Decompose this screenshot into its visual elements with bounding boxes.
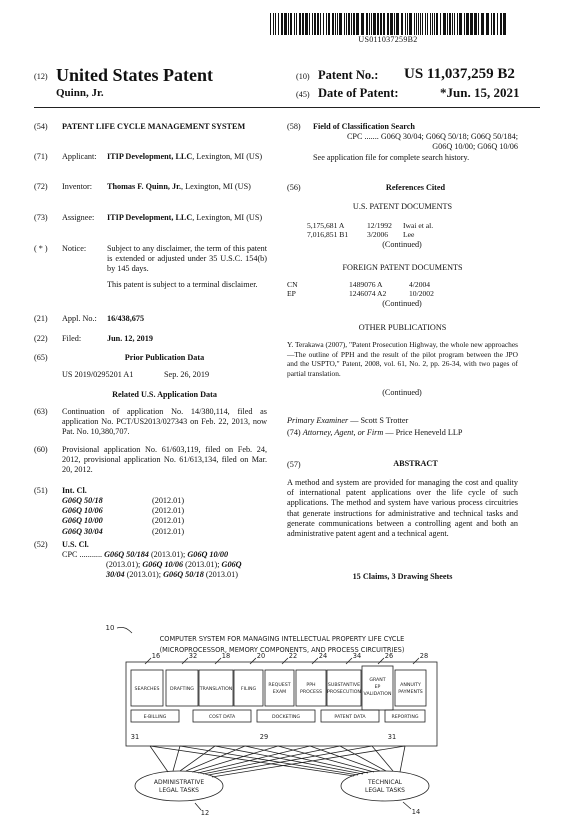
attorney: [287, 428, 462, 438]
intcl-version: (2012.01): [152, 516, 185, 526]
barcode-bar: [366, 13, 368, 35]
header-rule: [34, 107, 540, 108]
barcode-bar: [380, 13, 382, 35]
cpc-class: G06Q 50/184: [104, 550, 149, 559]
barcode-bar: [346, 13, 347, 35]
abstract-text: A method and system are provided for managing the cost and quality of international patent applications over the life cycle of such applications. The method and system have various process circuitries that generate instructions for administrative and technical tasks and generate communications between a controlling agent and both an administrative patent agent and a technical agent.: [287, 478, 518, 539]
admin-ellipse: [135, 771, 223, 801]
barcode: [270, 13, 506, 35]
cpc-version: (2013.01);: [148, 550, 188, 559]
intcl-list: [62, 496, 262, 537]
barcode-bar: [390, 13, 393, 35]
ref-29: 29: [259, 733, 269, 741]
intcl-class: G06Q 10/06: [62, 506, 103, 516]
foreign-doc-country: EP: [287, 289, 296, 298]
other-pubs-heading: OTHER PUBLICATIONS: [358, 323, 447, 332]
barcode-bar: [481, 13, 484, 35]
cpc-class: G06Q 50/18: [163, 570, 204, 580]
foreign-doc-number: 1489076 A: [349, 280, 383, 289]
barcode-bar: [344, 13, 345, 35]
us-docs-list: [307, 221, 433, 239]
tech-ellipse: [341, 771, 429, 801]
figure-title-line-2: (MICROPROCESSOR, MEMORY COMPONENTS, AND PROCESS CIRCUITRIES): [159, 646, 405, 654]
barcode-bar: [497, 13, 498, 35]
barcode-bar: [427, 13, 428, 35]
intcl-version: (2012.01): [152, 506, 185, 516]
barcode-bar: [474, 13, 477, 35]
barcode-bar: [299, 13, 301, 35]
barcode-bar: [454, 13, 455, 35]
module-label-pph: PPH: [306, 683, 316, 688]
us-doc-number: 5,175,681 A: [307, 221, 345, 230]
module-label-grant: GRANT: [369, 678, 386, 683]
barcode-bar: [278, 13, 279, 35]
uscl-line-3: [62, 570, 272, 580]
claims-summary: 15 Claims, 3 Drawing Sheets: [352, 572, 453, 581]
us-doc-row: [307, 230, 433, 239]
patent-no-label: Patent No.:: [318, 68, 379, 82]
barcode-bar: [420, 13, 421, 35]
header-code-12: (12): [34, 72, 48, 81]
us-doc-date: 12/1992: [367, 221, 392, 230]
cpc-class: 30/04: [106, 570, 125, 580]
uscl-line-2: [62, 560, 272, 570]
barcode-bar: [503, 13, 506, 35]
barcode-bar: [418, 13, 419, 35]
foreign-doc-number: 1246074 A2: [349, 289, 387, 298]
prior-code: (65): [34, 353, 48, 362]
examiner-label: Primary Examiner: [287, 416, 349, 425]
module-label-process: PROCESS: [300, 690, 322, 695]
barcode-bar: [356, 13, 359, 35]
inventor-label: Inventor:: [62, 182, 93, 191]
assignee-code: (73): [34, 213, 48, 222]
cpc-version: (2013.01): [203, 570, 238, 580]
barcode-bar: [312, 13, 313, 35]
ref-31-left: 31: [130, 733, 140, 741]
barcode-number: US011037259B2: [358, 35, 418, 44]
module-ref: 26: [384, 652, 394, 660]
barcode-bar: [422, 13, 423, 35]
module-box-request-exam: [265, 670, 294, 706]
barcode-bar: [405, 13, 406, 35]
barcode-bar: [443, 13, 446, 35]
prior-date: Sep. 26, 2019: [164, 370, 210, 379]
refs-code: (56): [287, 183, 301, 192]
barcode-bar: [447, 13, 448, 35]
figure-title-line-1: COMPUTER SYSTEM FOR MANAGING INTELLECTUAL PROPERTY LIFE CYCLE: [159, 635, 405, 643]
intcl-code: (51): [34, 486, 48, 495]
us-doc-number: 7,016,851 B1: [307, 230, 349, 239]
barcode-bar: [466, 13, 469, 35]
module-label-prosecution: PROSECUTION: [327, 690, 361, 695]
intcl-version: (2012.01): [152, 496, 185, 505]
barcode-bar: [337, 13, 338, 35]
continuation-text: Continuation of application No. 14/380,114, filed as application No. PCT/US2013/027343 on Feb. 22, 2013, now Pat. No. 10,380,707.: [62, 407, 267, 437]
barcode-bar: [464, 13, 465, 35]
field-see: See application file for complete search history.: [313, 153, 470, 162]
intcl-version: (2012.01): [152, 526, 185, 536]
field-heading: Field of Classification Search: [313, 122, 415, 131]
cpc-dots: ...........: [79, 550, 103, 559]
foreign-doc-date: 10/2002: [409, 289, 434, 298]
barcode-bar: [394, 13, 395, 35]
barcode-bar: [493, 13, 495, 35]
assignee-value: [107, 213, 267, 223]
abstract-heading: ABSTRACT: [393, 459, 438, 468]
assignee-location: , Lexington, MI (US): [192, 213, 263, 222]
intcl-label: Int. Cl.: [62, 486, 87, 495]
inventor-short: Quinn, Jr.: [56, 87, 104, 99]
bar-label-patent-data: PATENT DATA: [334, 715, 366, 720]
prior-publication: US 2019/0295201 A1: [62, 370, 134, 379]
module-label-translation: TRANSLATION: [199, 687, 233, 692]
us-doc-name: Lee: [403, 230, 415, 239]
barcode-bar: [416, 13, 417, 35]
bar-label-reporting: REPORTING: [391, 715, 419, 720]
barcode-bar: [407, 13, 408, 35]
module-label-substantive: SUBSTANTIVE: [327, 683, 361, 688]
applicant-code: (71): [34, 152, 48, 161]
barcode-bar: [432, 13, 433, 35]
ref-14: 14: [411, 808, 421, 816]
appl-number: 16/438,675: [107, 314, 145, 323]
barcode-bar: [414, 13, 415, 35]
barcode-bar: [296, 13, 297, 35]
barcode-bar: [373, 13, 376, 35]
module-label-searches: SEARCHES: [134, 687, 160, 692]
filed-label: Filed:: [62, 334, 82, 343]
field-cpc: CPC ....... G06Q 30/04; G06Q 50/18; G06Q 50/184;: [346, 132, 518, 141]
barcode-bar: [288, 13, 289, 35]
us-docs-continued: (Continued): [382, 240, 422, 249]
barcode-bar: [500, 13, 502, 35]
module-label-drafting: DRAFTING: [170, 687, 194, 692]
barcode-bar: [371, 13, 372, 35]
ref-10-leader: [117, 627, 132, 633]
module-ref: 28: [419, 652, 429, 660]
barcode-bar: [430, 13, 431, 35]
us-doc-date: 3/2006: [367, 230, 389, 239]
barcode-bar: [470, 13, 473, 35]
module-ref: 34: [352, 652, 362, 660]
barcode-bar: [326, 13, 327, 35]
related-heading: Related U.S. Application Data: [112, 390, 217, 399]
continuation-code: (63): [34, 407, 48, 416]
module-label-exam: EXAM: [272, 690, 287, 695]
ref-10: 10: [105, 624, 115, 632]
us-docs-heading: U.S. PATENT DOCUMENTS: [352, 202, 453, 211]
barcode-bar: [314, 13, 316, 35]
applicant-name: ITIP Development, LLC: [107, 152, 193, 161]
patent-number: US 11,037,259 B2: [404, 66, 515, 82]
primary-examiner: [287, 416, 408, 426]
us-doc-row: [307, 221, 433, 230]
other-pubs-text: Y. Terakawa (2007), "Patent Prosecution Highway, the whole new approaches—The outline of PPH and the result of the pilot program between the JPO and the USPTO," Patent, 2008, vol. 61, No. 2, pp. 26-34, with two pages of partial translation.: [287, 340, 518, 378]
barcode-bar: [377, 13, 379, 35]
examiner-name: — Scott S Trotter: [348, 416, 409, 425]
intcl-class: G06Q 50/18: [62, 496, 103, 505]
barcode-bar: [305, 13, 308, 35]
barcode-bar: [335, 13, 336, 35]
filed-code: (22): [34, 334, 48, 343]
date-label: Date of Patent:: [318, 86, 399, 100]
barcode-bar: [320, 13, 321, 35]
barcode-bar: [281, 13, 283, 35]
field-code: (58): [287, 122, 301, 131]
barcode-bar: [449, 13, 451, 35]
notice-code: ( * ): [34, 244, 48, 253]
applicant-label: Applicant:: [62, 152, 97, 161]
barcode-bar: [425, 13, 426, 35]
intcl-class: G06Q 10/00: [62, 516, 103, 526]
intcl-row: [62, 496, 262, 506]
module-ref: 32: [188, 652, 198, 660]
barcode-bar: [353, 13, 355, 35]
barcode-bar: [440, 13, 441, 35]
barcode-bar: [452, 13, 453, 35]
uscl-label: U.S. Cl.: [62, 540, 89, 549]
header-code-45: (45): [296, 90, 310, 99]
assignee-name: ITIP Development, LLC: [107, 213, 193, 222]
cpc-version: (2013.01);: [124, 570, 164, 580]
filed-date: Jun. 12, 2019: [107, 334, 153, 343]
notice-label: Notice:: [62, 244, 87, 253]
attorney-code: (74): [287, 428, 301, 437]
bar-label-cost-data: COST DATA: [208, 715, 236, 720]
applicant-location: , Lexington, MI (US): [192, 152, 263, 161]
barcode-bar: [273, 13, 274, 35]
foreign-doc-country: CN: [287, 280, 298, 289]
barcode-bar: [317, 13, 319, 35]
barcode-bar: [457, 13, 458, 35]
barcode-bar: [323, 13, 324, 35]
tech-label-line-1: TECHNICAL: [367, 779, 403, 786]
foreign-doc-row: [287, 280, 487, 289]
module-ref: 22: [288, 652, 298, 660]
cpc-class: G06Q 10/00: [187, 550, 229, 559]
cpc-class: G06Q 10/06: [142, 560, 184, 570]
module-label-request: REQUEST: [268, 683, 291, 688]
intcl-class: G06Q 30/04: [62, 526, 103, 536]
drawing-figure: [0, 596, 572, 824]
barcode-bar: [290, 13, 292, 35]
cpc-class: G06Q: [221, 560, 242, 570]
module-label-ep: EP: [374, 685, 381, 690]
uscl-line-1: [62, 550, 272, 560]
module-label-annuity: ANNUITY: [400, 683, 421, 688]
intcl-row: [62, 516, 262, 526]
barcode-bar: [332, 13, 334, 35]
provisional-code: (60): [34, 445, 48, 454]
cpc-label: CPC: [62, 550, 78, 559]
bar-label-docketing: DOCKETING: [272, 715, 300, 720]
barcode-bar: [270, 13, 271, 35]
uscl-code: (52): [34, 540, 48, 549]
module-label-validation: VALIDATION: [363, 692, 392, 697]
module-label-payments: PAYMENTS: [398, 690, 423, 695]
foreign-doc-date: 4/2004: [409, 280, 431, 289]
attorney-label: Attorney, Agent, or Firm: [302, 428, 384, 437]
barcode-bar: [401, 13, 403, 35]
inventor-value: [107, 182, 267, 192]
foreign-docs-continued: (Continued): [382, 299, 422, 308]
foreign-doc-row: [287, 289, 487, 298]
applicant-value: [107, 152, 267, 162]
module-ref: 24: [318, 652, 328, 660]
barcode-bar: [339, 13, 342, 35]
barcode-bar: [275, 13, 276, 35]
inventor-name: Thomas F. Quinn, Jr.: [107, 182, 182, 191]
provisional-text: Provisional application No. 61/603,119, filed on Feb. 24, 2012, provisional application No. 61/613,134, filed on Mar. 20, 2012.: [62, 445, 267, 475]
barcode-bar: [436, 13, 438, 35]
patent-date: *Jun. 15, 2021: [440, 85, 520, 100]
us-doc-name: Iwai et al.: [403, 221, 434, 230]
cpc-version: (2013.01);: [183, 560, 222, 570]
foreign-docs-heading: FOREIGN PATENT DOCUMENTS: [342, 263, 463, 272]
appl-code: (21): [34, 314, 48, 323]
cpc-version: (2013.01);: [106, 560, 143, 570]
notice-text: Subject to any disclaimer, the term of this patent is extended or adjusted under 35 U.S.C. 154(b) by 145 days.: [107, 244, 267, 274]
barcode-bar: [309, 13, 310, 35]
field-cpc-2: G06Q 10/00; G06Q 10/06: [432, 142, 518, 151]
connection-lines: [150, 746, 405, 777]
barcode-bar: [387, 13, 389, 35]
foreign-docs-list: [287, 280, 487, 298]
ref-31-right: 31: [387, 733, 397, 741]
assignee-label: Assignee:: [62, 213, 95, 222]
barcode-bar: [361, 13, 364, 35]
uscl-cpc: [62, 550, 272, 581]
barcode-bar: [284, 13, 287, 35]
barcode-bar: [459, 13, 462, 35]
header-code-10: (10): [296, 72, 310, 81]
inventor-location: , Lexington, MI (US): [181, 182, 251, 191]
intcl-row: [62, 506, 262, 516]
title-code: (54): [34, 122, 48, 131]
abstract-code: (57): [287, 460, 301, 469]
barcode-bar: [383, 13, 385, 35]
barcode-bar: [434, 13, 435, 35]
barcode-bar: [351, 13, 352, 35]
inventor-code: (72): [34, 182, 48, 191]
barcode-bar: [294, 13, 295, 35]
attorney-name: — Price Heneveld LLP: [383, 428, 463, 437]
intcl-row: [62, 527, 262, 537]
barcode-bar: [396, 13, 399, 35]
patent-title: PATENT LIFE CYCLE MANAGEMENT SYSTEM: [62, 122, 246, 131]
module-ref: 18: [221, 652, 231, 660]
module-box-pph: [296, 670, 326, 706]
barcode-bar: [478, 13, 479, 35]
other-pubs-continued: (Continued): [382, 388, 422, 397]
barcode-bar: [486, 13, 489, 35]
barcode-bar: [491, 13, 492, 35]
admin-label-line-1: ADMINISTRATIVE: [153, 779, 205, 786]
appl-label: Appl. No.:: [62, 314, 97, 323]
prior-heading: Prior Publication Data: [124, 353, 205, 362]
barcode-bar: [302, 13, 304, 35]
module-box-annuity: [395, 670, 426, 706]
admin-label-line-2: LEGAL TASKS: [159, 787, 199, 794]
barcode-bar: [409, 13, 412, 35]
barcode-bar: [348, 13, 350, 35]
patent-type: United States Patent: [56, 65, 213, 85]
module-box-prosecution: [327, 670, 361, 706]
module-ref: 16: [151, 652, 161, 660]
module-ref: 20: [256, 652, 266, 660]
barcode-bar: [328, 13, 330, 35]
module-label-filing: FILING: [240, 687, 257, 692]
ref-12: 12: [200, 809, 210, 817]
refs-heading: References Cited: [385, 183, 446, 192]
tech-label-line-2: LEGAL TASKS: [365, 787, 405, 794]
notice-text-2: This patent is subject to a terminal disclaimer.: [107, 280, 258, 289]
barcode-bar: [369, 13, 370, 35]
bar-label-e-billing: E-BILLING: [143, 715, 167, 720]
